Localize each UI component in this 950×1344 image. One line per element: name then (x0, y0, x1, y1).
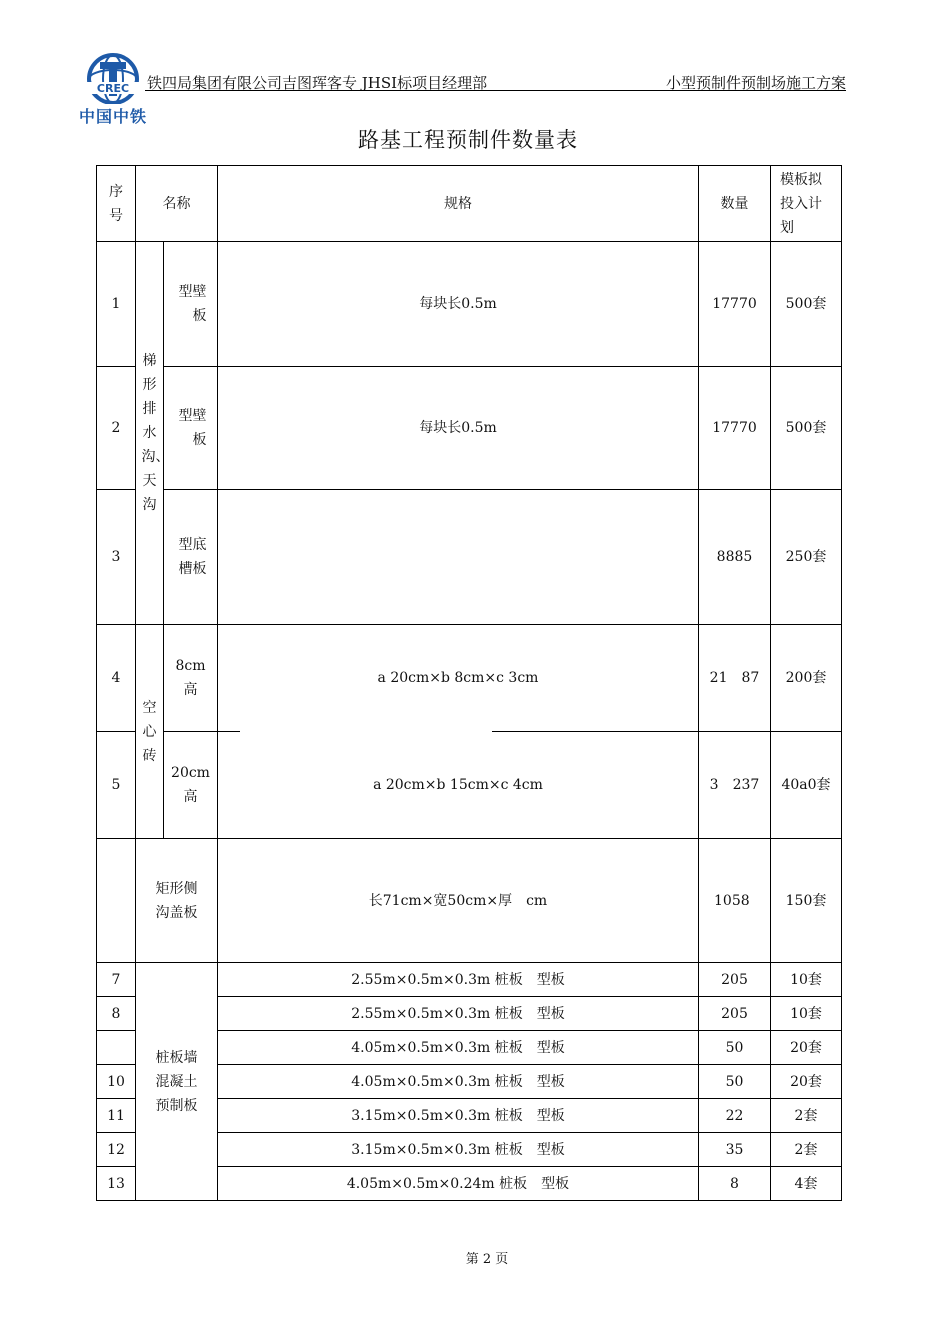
table-row (97, 839, 842, 963)
group-ditch: 梯形排水沟、天沟 (136, 242, 164, 625)
row-seq: 5 (97, 732, 136, 839)
row-plan: 10套 (771, 963, 842, 997)
header-spec: 规格 (218, 166, 699, 242)
row-qty: 205 (699, 997, 771, 1031)
row-plan: 10套 (771, 997, 842, 1031)
row-spec: 2.55m×0.5m×0.3m 桩板 型板 (218, 997, 699, 1031)
row-plan: 500套 (771, 242, 842, 367)
group-brick: 空心砖 (136, 625, 164, 839)
header-doc-title: 小型预制件预制场施工方案 (665, 74, 846, 92)
row-spec: 每块长0.5m (218, 242, 699, 367)
svg-text:CREC: CREC (96, 82, 130, 95)
row-seq: 11 (97, 1099, 136, 1133)
row-spec (218, 490, 699, 625)
row-seq: 10 (97, 1065, 136, 1099)
row-spec: 4.05m×0.5m×0.3m 桩板 型板 (218, 1031, 699, 1065)
header-plan: 模板拟投入计划 (771, 166, 842, 242)
table-title: 路基工程预制件数量表 (358, 128, 578, 152)
table-row (97, 963, 842, 997)
prefab-quantity-table (96, 165, 842, 1201)
row-plan: 250套 (771, 490, 842, 625)
row-plan: 2套 (771, 1099, 842, 1133)
row-name: 8cm高 (164, 625, 218, 732)
row-qty: 205 (699, 963, 771, 997)
row-qty: 50 (699, 1031, 771, 1065)
row-qty: 17770 (699, 242, 771, 367)
row-plan: 200套 (771, 625, 842, 732)
table-row (97, 242, 842, 367)
row-spec: a 20cm×b 15cm×c 4cm (218, 732, 699, 839)
logo-text: 中国中铁 (78, 107, 147, 126)
row-plan: 40a0套 (771, 732, 842, 839)
row-seq: 2 (97, 367, 136, 490)
row-spec: 3.15m×0.5m×0.3m 桩板 型板 (218, 1099, 699, 1133)
table-row (97, 732, 842, 839)
row-plan: 500套 (771, 367, 842, 490)
row-name: 20cm高 (164, 732, 218, 839)
row-spec: a 20cm×b 8cm×c 3cm (218, 625, 699, 732)
row-qty: 8885 (699, 490, 771, 625)
row-seq: 7 (97, 963, 136, 997)
row-spec: 4.05m×0.5m×0.3m 桩板 型板 (218, 1065, 699, 1099)
header-name: 名称 (136, 166, 218, 242)
row-seq: 13 (97, 1167, 136, 1201)
company-logo (72, 52, 154, 104)
row-seq (97, 1031, 136, 1065)
table-row (97, 367, 842, 490)
row-qty: 3 237 (699, 732, 771, 839)
row-seq: 1 (97, 242, 136, 367)
row-seq (97, 839, 136, 963)
row-plan: 4套 (771, 1167, 842, 1201)
header-rule (145, 90, 846, 91)
row-qty: 21 87 (699, 625, 771, 732)
crec-logo-icon (72, 52, 154, 104)
row-qty: 22 (699, 1099, 771, 1133)
group-pile: 桩板墙混凝土预制板 (136, 963, 218, 1201)
spec-divider-left (218, 731, 240, 732)
row-seq: 4 (97, 625, 136, 732)
row-spec: 每块长0.5m (218, 367, 699, 490)
row-qty: 50 (699, 1065, 771, 1099)
header-seq: 序号 (97, 166, 136, 242)
row-name: 矩形侧沟盖板 (136, 839, 218, 963)
row-plan: 20套 (771, 1031, 842, 1065)
row-plan: 20套 (771, 1065, 842, 1099)
row-qty: 35 (699, 1133, 771, 1167)
row-qty: 8 (699, 1167, 771, 1201)
row-spec: 长71cm×宽50cm×厚 cm (218, 839, 699, 963)
row-seq: 8 (97, 997, 136, 1031)
row-spec: 2.55m×0.5m×0.3m 桩板 型板 (218, 963, 699, 997)
header-company: 铁四局集团有限公司吉图珲客专 JHSⅠ标项目经理部 (147, 74, 488, 92)
row-seq: 3 (97, 490, 136, 625)
table-header-row (97, 166, 842, 242)
row-spec: 3.15m×0.5m×0.3m 桩板 型板 (218, 1133, 699, 1167)
table-row (97, 625, 842, 732)
page-number: 第 2 页 (465, 1252, 509, 1267)
row-plan: 2套 (771, 1133, 842, 1167)
row-qty: 1058 (699, 839, 771, 963)
row-name: 型壁板 (164, 367, 218, 490)
row-seq: 12 (97, 1133, 136, 1167)
header-qty: 数量 (699, 166, 771, 242)
row-qty: 17770 (699, 367, 771, 490)
row-name: 型底槽板 (164, 490, 218, 625)
row-name: 型壁板 (164, 242, 218, 367)
table-row (97, 490, 842, 625)
row-spec: 4.05m×0.5m×0.24m 桩板 型板 (218, 1167, 699, 1201)
spec-divider-right (492, 731, 698, 732)
row-plan: 150套 (771, 839, 842, 963)
